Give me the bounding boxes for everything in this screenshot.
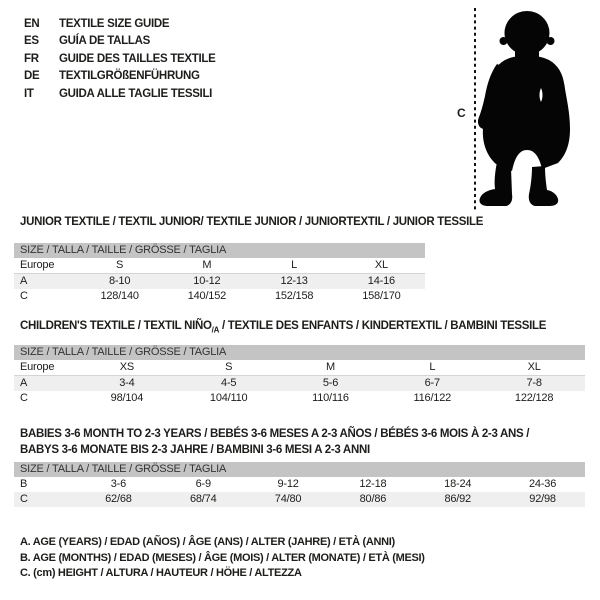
footnote-a: A. AGE (YEARS) / EDAD (AÑOS) / ÂGE (ANS) / ALTER (JAHRE) / ETÀ (ANNI) — [20, 536, 395, 548]
size-cell: 140/152 — [187, 290, 227, 302]
babies-table-title — [20, 427, 529, 458]
row-label: Europe — [14, 258, 76, 274]
size-cell: 5-6 — [280, 376, 382, 392]
table-row — [14, 258, 425, 274]
table-row — [14, 274, 425, 290]
guide-title: GUIDA ALLE TAGLIE TESSILI — [59, 87, 213, 100]
table-row — [14, 477, 585, 492]
language-code: ES — [24, 35, 39, 48]
size-cell: 68/74 — [161, 492, 246, 507]
guide-title: TEXTILGRÖßENFÜHRUNG — [59, 70, 200, 83]
size-header-bar: SIZE / TALLA / TAILLE / GRÖSSE / TAGLIA — [14, 243, 425, 258]
size-cell: 6-7 — [381, 376, 483, 392]
language-row — [24, 33, 216, 51]
guide-title: GUIDE DES TAILLES TEXTILE — [59, 52, 216, 65]
size-cell: 12-13 — [251, 274, 338, 290]
size-header-bar: SIZE / TALLA / TAILLE / GRÖSSE / TAGLIA — [14, 345, 585, 360]
junior-table-title: JUNIOR TEXTILE / TEXTIL JUNIOR/ TEXTILE JUNIOR / JUNIORTEXTIL / JUNIOR TESSILE — [20, 216, 484, 228]
size-cell: 7-8 — [483, 376, 585, 392]
language-list — [24, 15, 216, 103]
size-cell: 104/110 — [209, 392, 248, 404]
babies-size-table — [14, 462, 585, 507]
language-row — [24, 15, 216, 33]
size-cell: 8-10 — [76, 274, 163, 290]
size-cell: 10-12 — [163, 274, 250, 290]
size-cell: 3-4 — [76, 376, 178, 392]
table-row — [14, 492, 585, 507]
size-cell: 24-36 — [529, 478, 557, 490]
language-code: EN — [24, 17, 40, 30]
size-cell: M — [163, 258, 250, 274]
language-code: FR — [24, 52, 39, 65]
size-cell: S — [76, 258, 163, 274]
row-label: C — [20, 290, 28, 302]
row-label: C — [20, 392, 28, 404]
size-cell: 6-9 — [195, 478, 211, 490]
row-label: C — [14, 492, 76, 507]
language-code: IT — [24, 87, 34, 100]
table-row — [14, 376, 585, 392]
row-label: A — [14, 376, 76, 392]
title-line-2: BABYS 3-6 MONATE BIS 2-3 JAHRE / BAMBINI 3-6 MESI A 2-3 ANNI — [20, 443, 370, 456]
guide-title: GUÍA DE TALLAS — [59, 35, 150, 48]
size-cell: XL — [338, 258, 425, 274]
children-table-title — [20, 319, 546, 338]
language-row — [24, 50, 216, 68]
size-cell: 98/104 — [110, 392, 144, 404]
title-text: CHILDREN'S TEXTILE / TEXTIL NIÑO — [20, 320, 212, 332]
size-cell: 116/122 — [413, 392, 452, 404]
size-cell: 3-6 — [110, 478, 127, 490]
size-cell: 74/80 — [246, 492, 331, 507]
title-line-1: BABIES 3-6 MONTH TO 2-3 YEARS / BEBÉS 3-6 MESES A 2-3 AÑOS / BÉBÉS 3-6 MOIS À 2-3 ANS / — [20, 428, 530, 440]
footnotes — [20, 535, 425, 582]
size-cell: 12-18 — [359, 478, 387, 490]
size-cell: 128/140 — [100, 290, 139, 302]
size-cell: 14-16 — [338, 274, 425, 290]
table-row — [14, 391, 585, 406]
row-label: A — [14, 274, 76, 290]
toddler-silhouette-icon — [455, 0, 600, 215]
guide-title: TEXTILE SIZE GUIDE — [59, 17, 170, 30]
junior-size-table — [14, 243, 425, 304]
size-cell: 92/98 — [500, 492, 585, 507]
size-cell: 4-5 — [178, 376, 280, 392]
size-cell: XS — [76, 360, 178, 376]
size-cell: 80/86 — [330, 492, 415, 507]
size-cell: S — [178, 360, 280, 376]
size-header-bar: SIZE / TALLA / TAILLE / GRÖSSE / TAGLIA — [14, 462, 585, 477]
row-label: B — [20, 478, 28, 490]
footnote-c: C. (cm) HEIGHT / ALTURA / HAUTEUR / HÖHE / ALTEZZA — [20, 567, 302, 579]
language-row — [24, 85, 216, 103]
size-cell: 110/116 — [312, 392, 349, 404]
row-label: Europe — [14, 360, 76, 376]
language-row — [24, 68, 216, 86]
size-cell: XL — [483, 360, 585, 376]
size-cell: M — [280, 360, 382, 376]
size-cell: 152/158 — [274, 290, 314, 302]
size-cell: 86/92 — [415, 492, 500, 507]
size-cell: 158/170 — [362, 290, 401, 302]
table-row — [14, 360, 585, 376]
size-cell: 18-24 — [444, 478, 472, 490]
size-cell: L — [251, 258, 338, 274]
size-cell: 9-12 — [277, 478, 299, 490]
language-code: DE — [24, 70, 40, 83]
size-cell: L — [381, 360, 483, 376]
size-cell: 62/68 — [76, 492, 161, 507]
size-cell: 122/128 — [514, 392, 554, 404]
title-text: / TEXTILE DES ENFANTS / KINDERTEXTIL / BAMBINI TESSILE — [219, 320, 547, 332]
children-size-table — [14, 345, 585, 406]
table-row — [14, 289, 425, 304]
title-subscript: /A — [211, 325, 220, 335]
height-measure-label: C — [457, 106, 466, 120]
footnote-b: B. AGE (MONTHS) / EDAD (MESES) / ÂGE (MOIS) / ALTER (MONATE) / ETÀ (MESI) — [20, 551, 425, 564]
